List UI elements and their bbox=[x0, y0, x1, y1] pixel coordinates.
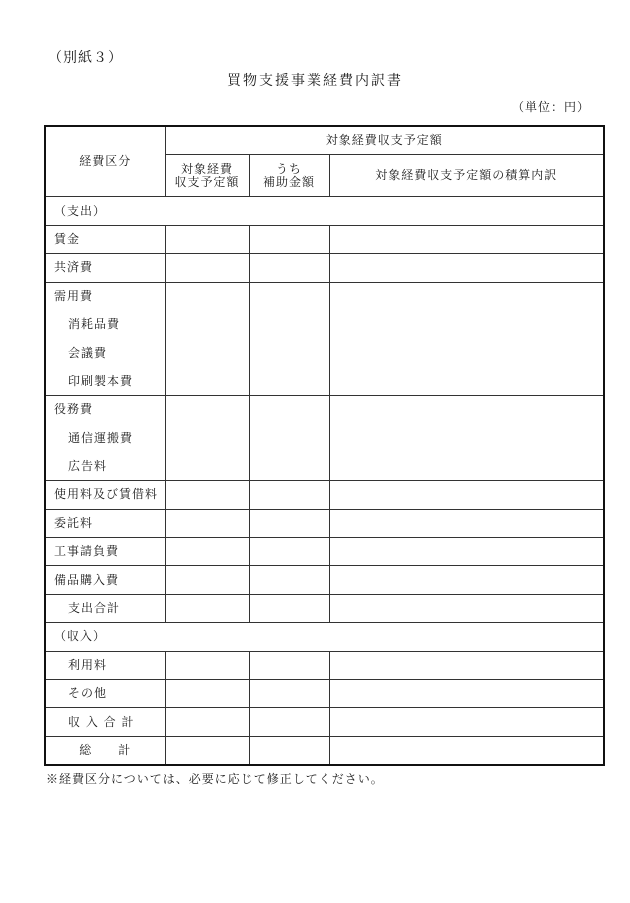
cell-subsidy[interactable] bbox=[249, 594, 329, 622]
cell-detail[interactable] bbox=[329, 254, 604, 282]
row-label-usage-fee: 利用料 bbox=[45, 651, 165, 679]
cell-detail[interactable] bbox=[329, 538, 604, 566]
header-target-amount: 対象経費 収支予定額 bbox=[165, 155, 249, 197]
row-label-expense-total: 支出合計 bbox=[45, 594, 165, 622]
row-label-commission: 委託料 bbox=[45, 509, 165, 537]
table-row bbox=[45, 282, 604, 310]
cell-subsidy[interactable] bbox=[249, 367, 329, 395]
cell-subsidy[interactable] bbox=[249, 424, 329, 452]
cell-detail[interactable] bbox=[329, 680, 604, 708]
cell-detail[interactable] bbox=[329, 424, 604, 452]
cell-subsidy[interactable] bbox=[249, 310, 329, 338]
cell-amount[interactable] bbox=[165, 708, 249, 736]
row-label-rentals: 使用料及び賃借料 bbox=[45, 481, 165, 509]
row-label-services: 役務費 bbox=[45, 396, 165, 424]
row-label-wages: 賃金 bbox=[45, 225, 165, 253]
cell-amount[interactable] bbox=[165, 651, 249, 679]
cell-subsidy[interactable] bbox=[249, 452, 329, 480]
cell-amount[interactable] bbox=[165, 254, 249, 282]
row-label-grand-total: 総 計 bbox=[45, 736, 165, 765]
cell-detail[interactable] bbox=[329, 651, 604, 679]
row-label-construction: 工事請負費 bbox=[45, 538, 165, 566]
cell-subsidy[interactable] bbox=[249, 566, 329, 594]
expense-section-label: （支出） bbox=[45, 197, 604, 225]
row-label-equipment: 備品購入費 bbox=[45, 566, 165, 594]
cell-amount[interactable] bbox=[165, 396, 249, 424]
cell-amount[interactable] bbox=[165, 566, 249, 594]
annex-label: （別紙３） bbox=[48, 50, 123, 66]
cell-detail[interactable] bbox=[329, 310, 604, 338]
cell-subsidy[interactable] bbox=[249, 339, 329, 367]
cell-subsidy[interactable] bbox=[249, 736, 329, 765]
cell-amount[interactable] bbox=[165, 680, 249, 708]
cell-detail[interactable] bbox=[329, 396, 604, 424]
cell-subsidy[interactable] bbox=[249, 481, 329, 509]
row-label-advertising: 広告料 bbox=[45, 452, 165, 480]
cell-subsidy[interactable] bbox=[249, 680, 329, 708]
row-label-meetings: 会議費 bbox=[45, 339, 165, 367]
cell-amount[interactable] bbox=[165, 594, 249, 622]
cell-amount[interactable] bbox=[165, 509, 249, 537]
cell-detail[interactable] bbox=[329, 736, 604, 765]
table-row bbox=[45, 424, 604, 452]
table-row bbox=[45, 680, 604, 708]
row-label-other: その他 bbox=[45, 680, 165, 708]
cell-amount[interactable] bbox=[165, 310, 249, 338]
cell-detail[interactable] bbox=[329, 367, 604, 395]
cell-amount[interactable] bbox=[165, 339, 249, 367]
cell-amount[interactable] bbox=[165, 736, 249, 765]
table-row bbox=[45, 651, 604, 679]
table-row bbox=[45, 452, 604, 480]
cell-amount[interactable] bbox=[165, 225, 249, 253]
cell-subsidy[interactable] bbox=[249, 708, 329, 736]
table-row bbox=[45, 396, 604, 424]
cell-subsidy[interactable] bbox=[249, 254, 329, 282]
cell-subsidy[interactable] bbox=[249, 396, 329, 424]
table-row bbox=[45, 509, 604, 537]
table-row bbox=[45, 310, 604, 338]
cell-amount[interactable] bbox=[165, 367, 249, 395]
table-row bbox=[45, 566, 604, 594]
cell-amount[interactable] bbox=[165, 424, 249, 452]
row-label-communication: 通信運搬費 bbox=[45, 424, 165, 452]
cell-amount[interactable] bbox=[165, 452, 249, 480]
cell-detail[interactable] bbox=[329, 594, 604, 622]
document-title: 買物支援事業経費内訳書 bbox=[227, 73, 403, 89]
unit-label: （単位：円） bbox=[511, 100, 590, 114]
row-label-printing: 印刷製本費 bbox=[45, 367, 165, 395]
table-row bbox=[45, 594, 604, 622]
table-row bbox=[45, 481, 604, 509]
row-label-mutual-aid: 共済費 bbox=[45, 254, 165, 282]
cell-subsidy[interactable] bbox=[249, 509, 329, 537]
row-label-income-total: 収 入 合 計 bbox=[45, 708, 165, 736]
expense-breakdown-table bbox=[44, 125, 605, 766]
cell-amount[interactable] bbox=[165, 481, 249, 509]
cell-subsidy[interactable] bbox=[249, 282, 329, 310]
header-group: 対象経費収支予定額 bbox=[165, 126, 604, 155]
table-row bbox=[45, 225, 604, 253]
row-label-consumables: 消耗品費 bbox=[45, 310, 165, 338]
cell-detail[interactable] bbox=[329, 566, 604, 594]
cell-subsidy[interactable] bbox=[249, 225, 329, 253]
cell-subsidy[interactable] bbox=[249, 651, 329, 679]
cell-amount[interactable] bbox=[165, 538, 249, 566]
cell-detail[interactable] bbox=[329, 481, 604, 509]
footnote: ※経費区分については、必要に応じて修正してください。 bbox=[46, 772, 384, 786]
header-category: 経費区分 bbox=[45, 126, 165, 197]
table-row bbox=[45, 736, 604, 765]
cell-detail[interactable] bbox=[329, 509, 604, 537]
header-subsidy-amount: うち 補助金額 bbox=[249, 155, 329, 197]
cell-subsidy[interactable] bbox=[249, 538, 329, 566]
income-section-label: （収入） bbox=[45, 623, 604, 651]
cell-detail[interactable] bbox=[329, 225, 604, 253]
cell-detail[interactable] bbox=[329, 282, 604, 310]
cell-detail[interactable] bbox=[329, 339, 604, 367]
header-calculation-detail: 対象経費収支予定額の積算内訳 bbox=[329, 155, 604, 197]
table-row bbox=[45, 339, 604, 367]
cell-detail[interactable] bbox=[329, 452, 604, 480]
cell-detail[interactable] bbox=[329, 708, 604, 736]
table-row bbox=[45, 538, 604, 566]
row-label-supplies: 需用費 bbox=[45, 282, 165, 310]
cell-amount[interactable] bbox=[165, 282, 249, 310]
table-row bbox=[45, 708, 604, 736]
table-row bbox=[45, 367, 604, 395]
table-row bbox=[45, 254, 604, 282]
